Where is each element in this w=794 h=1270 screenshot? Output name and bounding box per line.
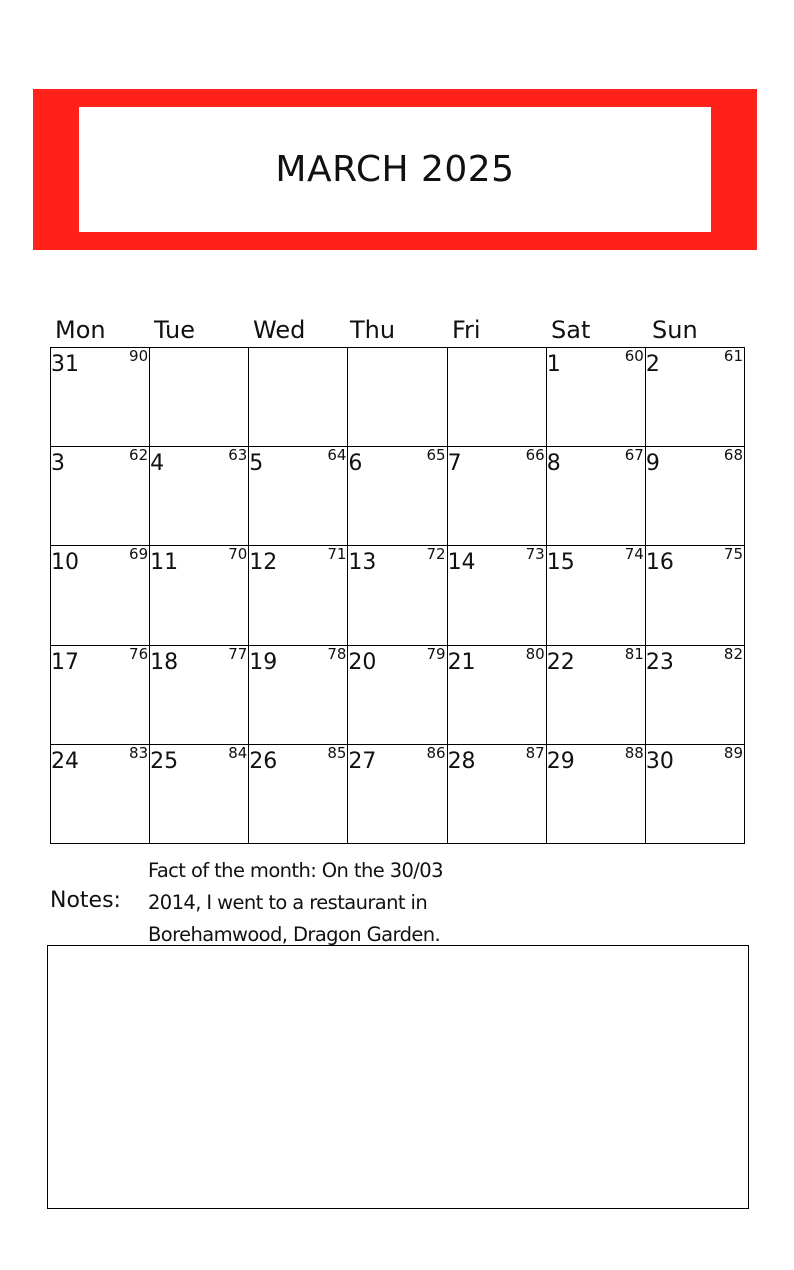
fact-line: Fact of the month: On the 30/03 <box>148 859 443 882</box>
day-number: 9 <box>645 451 660 477</box>
day-number: 20 <box>348 649 377 675</box>
day-cell[interactable] <box>51 745 150 844</box>
day-of-year-number: 66 <box>525 446 545 465</box>
day-of-year-number: 65 <box>426 446 446 465</box>
day-cell[interactable] <box>448 447 547 546</box>
day-of-year-number: 90 <box>129 347 149 365</box>
day-of-year-number: 88 <box>624 743 644 762</box>
weekday-header-row <box>50 316 744 346</box>
day-of-year-number: 68 <box>723 446 743 465</box>
fact-of-the-month <box>148 855 448 951</box>
day-of-year-number: 74 <box>624 545 644 564</box>
day-cell[interactable] <box>150 546 249 645</box>
day-of-year-number: 89 <box>723 743 743 762</box>
day-of-year-number: 77 <box>228 644 248 663</box>
day-of-year-number: 60 <box>624 347 644 365</box>
day-cell[interactable] <box>448 646 547 745</box>
day-of-year-number: 61 <box>723 347 743 365</box>
day-cell[interactable] <box>51 348 150 447</box>
day-of-year-number: 72 <box>426 545 446 564</box>
day-of-year-number: 84 <box>228 743 248 762</box>
day-cell[interactable] <box>348 546 447 645</box>
day-cell[interactable] <box>448 745 547 844</box>
day-of-year-number: 63 <box>228 446 248 465</box>
day-of-year-number: 69 <box>129 545 149 564</box>
day-number: 29 <box>546 748 575 774</box>
weekday-sat: Sat <box>551 316 591 344</box>
day-of-year-number: 87 <box>525 743 545 762</box>
day-cell[interactable] <box>150 646 249 745</box>
day-number: 17 <box>51 649 79 675</box>
day-cell[interactable] <box>150 348 249 447</box>
day-number: 15 <box>546 550 575 576</box>
day-number: 3 <box>51 451 65 477</box>
day-cell[interactable] <box>547 646 646 745</box>
day-number: 31 <box>51 352 79 377</box>
day-number: 27 <box>348 748 377 774</box>
weekday-sun: Sun <box>652 316 698 344</box>
day-of-year-number: 85 <box>327 743 347 762</box>
day-number: 13 <box>348 550 377 576</box>
day-cell[interactable] <box>51 546 150 645</box>
day-of-year-number: 76 <box>129 644 149 663</box>
day-number: 26 <box>249 748 278 774</box>
day-number: 10 <box>51 550 79 576</box>
day-cell[interactable] <box>547 546 646 645</box>
month-title-box <box>79 107 711 232</box>
day-cell[interactable] <box>51 646 150 745</box>
day-of-year-number: 75 <box>723 545 743 564</box>
day-number: 5 <box>249 451 264 477</box>
fact-line: Borehamwood, Dragon Garden. <box>148 923 441 946</box>
day-number: 6 <box>348 451 363 477</box>
notes-box[interactable] <box>47 945 749 1209</box>
day-of-year-number: 82 <box>723 644 743 663</box>
day-number: 12 <box>249 550 278 576</box>
calendar-grid <box>50 347 745 844</box>
day-number: 4 <box>150 451 165 477</box>
day-number: 22 <box>546 649 575 675</box>
day-cell[interactable] <box>150 745 249 844</box>
day-of-year-number: 62 <box>129 446 149 465</box>
notes-label: Notes: <box>50 888 121 913</box>
day-number: 7 <box>447 451 462 477</box>
weekday-tue: Tue <box>154 316 195 344</box>
day-of-year-number: 86 <box>426 743 446 762</box>
day-number: 18 <box>150 649 179 675</box>
fact-line: 2014, I went to a restaurant in <box>148 891 428 914</box>
day-number: 23 <box>645 649 674 675</box>
day-number: 11 <box>150 550 179 576</box>
weekday-thu: Thu <box>350 316 396 344</box>
day-cell[interactable] <box>249 646 348 745</box>
day-number: 16 <box>645 550 674 576</box>
day-cell[interactable] <box>150 447 249 546</box>
weekday-fri: Fri <box>452 316 481 344</box>
weekday-mon: Mon <box>55 316 106 344</box>
day-cell[interactable] <box>547 348 646 447</box>
day-number: 24 <box>51 748 79 774</box>
day-cell[interactable] <box>348 348 447 447</box>
day-of-year-number: 71 <box>327 545 347 564</box>
day-cell[interactable] <box>348 447 447 546</box>
day-number: 14 <box>447 550 476 576</box>
day-number: 2 <box>645 352 660 377</box>
day-cell[interactable] <box>646 447 745 546</box>
day-cell[interactable] <box>348 646 447 745</box>
day-of-year-number: 67 <box>624 446 644 465</box>
day-of-year-number: 81 <box>624 644 644 663</box>
day-cell[interactable] <box>249 546 348 645</box>
day-number: 1 <box>546 352 561 377</box>
day-of-year-number: 73 <box>525 545 545 564</box>
day-cell[interactable] <box>646 646 745 745</box>
day-cell[interactable] <box>448 546 547 645</box>
day-cell[interactable] <box>448 348 547 447</box>
weekday-wed: Wed <box>253 316 306 344</box>
day-of-year-number: 78 <box>327 644 347 663</box>
day-number: 28 <box>447 748 476 774</box>
day-cell[interactable] <box>249 447 348 546</box>
day-cell[interactable] <box>348 745 447 844</box>
day-of-year-number: 64 <box>327 446 347 465</box>
day-cell[interactable] <box>249 348 348 447</box>
day-cell[interactable] <box>646 348 745 447</box>
day-of-year-number: 83 <box>129 743 149 762</box>
day-number: 25 <box>150 748 179 774</box>
day-number: 21 <box>447 649 476 675</box>
day-of-year-number: 70 <box>228 545 248 564</box>
day-cell[interactable] <box>646 745 745 844</box>
day-number: 30 <box>645 748 674 774</box>
day-of-year-number: 80 <box>525 644 545 663</box>
month-header-band <box>33 89 757 250</box>
day-number: 8 <box>546 451 561 477</box>
day-cell[interactable] <box>646 546 745 645</box>
day-cell[interactable] <box>547 745 646 844</box>
day-cell[interactable] <box>51 447 150 546</box>
day-cell[interactable] <box>249 745 348 844</box>
day-of-year-number: 79 <box>426 644 446 663</box>
day-cell[interactable] <box>547 447 646 546</box>
day-number: 19 <box>249 649 278 675</box>
month-title: MARCH 2025 <box>275 149 515 190</box>
